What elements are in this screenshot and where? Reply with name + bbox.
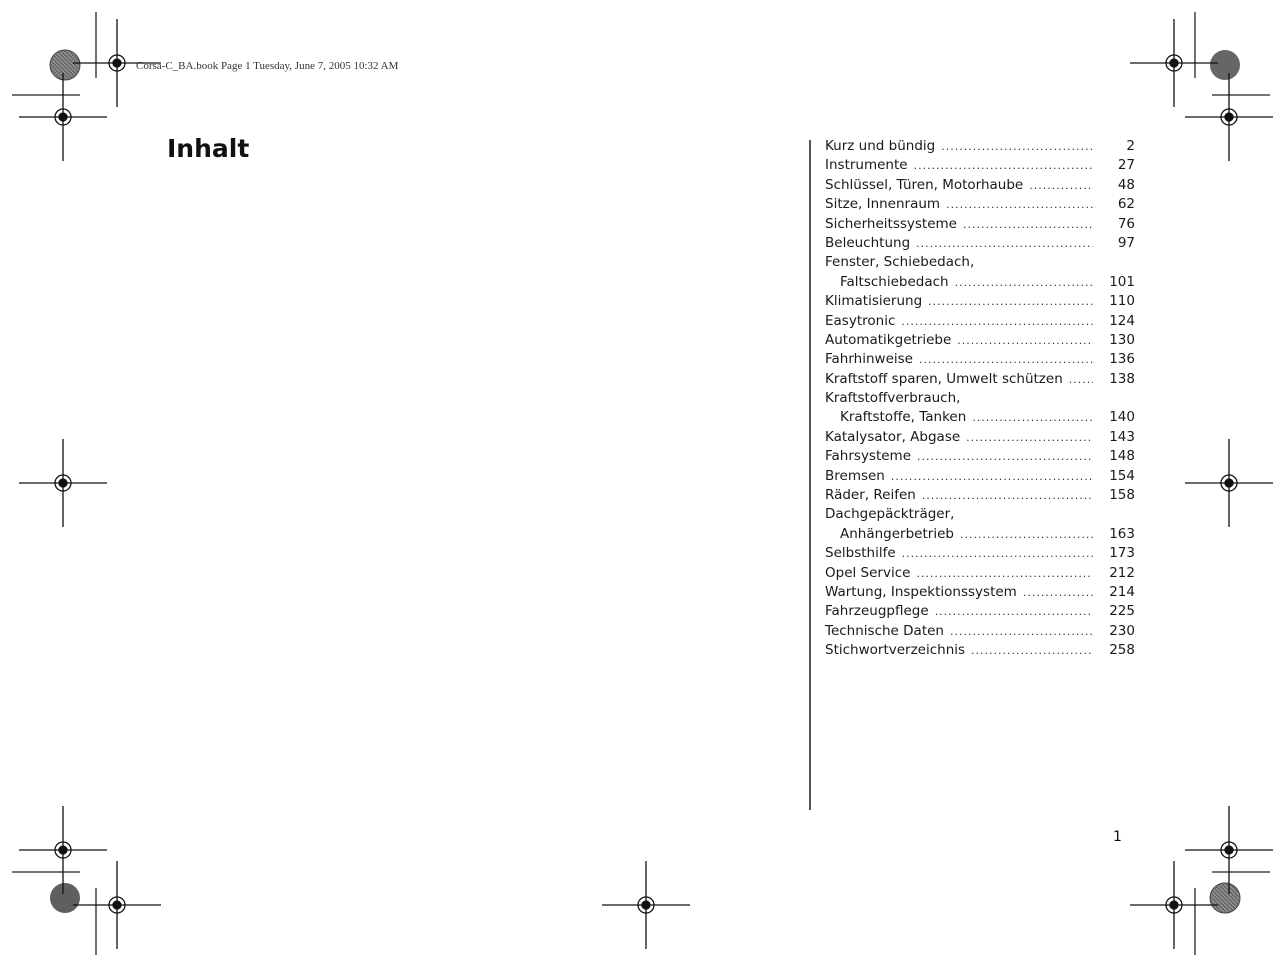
- dot-leader: [957, 331, 1093, 350]
- toc-entry-page: 230: [1109, 622, 1135, 639]
- dot-leader: [891, 467, 1093, 486]
- crosshair-bottom-right: [1130, 861, 1218, 949]
- toc-entry-page: 140: [1109, 409, 1135, 426]
- toc-entry[interactable]: [825, 428, 1135, 447]
- toc-entry-title: Wartung, Inspektionssystem: [825, 583, 1017, 600]
- toc-entry[interactable]: [825, 195, 1135, 214]
- toc-entry[interactable]: [825, 331, 1135, 350]
- toc-entry-title: Fahrzeugpflege: [825, 603, 929, 620]
- crosshair-left-upper: [19, 73, 107, 161]
- toc-entry-page: 110: [1109, 293, 1135, 310]
- color-wheel-bottom-right: [1210, 883, 1240, 913]
- toc-entry-title: Bremsen: [825, 467, 885, 484]
- table-of-contents: [825, 137, 1135, 661]
- dot-leader: [950, 622, 1093, 641]
- toc-entry-title: Kurz und bündig: [825, 138, 936, 154]
- toc-entry[interactable]: [825, 583, 1135, 602]
- toc-entry-page: 124: [1109, 312, 1135, 329]
- toc-entry-title: Opel Service: [825, 564, 911, 581]
- toc-entry[interactable]: [825, 602, 1135, 621]
- print-slug: Corsa-C_BA.book Page 1 Tuesday, June 7, 2005 10:32 AM: [136, 60, 399, 72]
- toc-entry[interactable]: [825, 350, 1135, 369]
- toc-entry[interactable]: [825, 370, 1135, 389]
- crosshair-top-right: [1130, 19, 1218, 107]
- toc-entry-title: Fahrhinweise: [825, 351, 913, 368]
- toc-entry[interactable]: [825, 622, 1135, 641]
- dot-leader: [916, 564, 1093, 583]
- toc-entry-title: Instrumente: [825, 157, 908, 174]
- toc-entry-page: 143: [1109, 428, 1135, 445]
- color-wheel-bottom-left: [50, 883, 80, 913]
- dot-leader: [960, 525, 1093, 544]
- dot-leader: [946, 195, 1093, 214]
- toc-entry-title: Kraftstoff sparen, Umwelt schützen: [825, 370, 1063, 387]
- dot-leader: [1029, 176, 1093, 195]
- toc-entry[interactable]: [825, 544, 1135, 563]
- dot-leader: [914, 156, 1093, 175]
- toc-entry-title: Kraftstoffverbrauch,: [825, 390, 961, 407]
- toc-entry-title: Sitze, Innenraum: [825, 196, 941, 213]
- toc-entry-page: 97: [1117, 234, 1135, 251]
- toc-entry-title: Anhängerbetrieb: [840, 525, 954, 542]
- dot-leader: [1069, 370, 1093, 389]
- toc-entry[interactable]: [825, 312, 1135, 331]
- dot-leader: [928, 292, 1093, 311]
- dot-leader: [916, 234, 1093, 253]
- toc-entry-page: 258: [1109, 642, 1135, 659]
- toc-entry-page: 214: [1109, 583, 1135, 600]
- crosshair-bottom-center: [602, 861, 690, 949]
- dot-leader: [922, 486, 1093, 505]
- toc-entry[interactable]: [825, 176, 1135, 195]
- toc-entry-page: 48: [1117, 176, 1135, 193]
- toc-entry-title: Räder, Reifen: [825, 487, 916, 504]
- toc-entry[interactable]: [825, 564, 1135, 583]
- toc-entry-title: Fahrsysteme: [825, 448, 912, 465]
- toc-entry-title: Stichwortverzeichnis: [825, 642, 966, 659]
- toc-entry-page: 225: [1109, 603, 1135, 620]
- dot-leader: [935, 602, 1093, 621]
- crosshair-right-lower: [1185, 806, 1273, 894]
- toc-entry[interactable]: [825, 486, 1135, 505]
- color-wheel-top-left: [50, 50, 80, 80]
- crosshair-left-middle: [19, 439, 107, 527]
- toc-entry-page: 154: [1109, 467, 1135, 484]
- dot-leader: [971, 641, 1093, 660]
- toc-entry-page: 2: [1126, 138, 1135, 154]
- toc-entry-title: Technische Daten: [825, 622, 944, 639]
- toc-entry-page: 62: [1117, 196, 1135, 213]
- toc-entry-page: 212: [1109, 564, 1135, 581]
- toc-entry[interactable]: [825, 641, 1135, 660]
- toc-entry-page: 148: [1109, 448, 1135, 465]
- dot-leader: [901, 312, 1093, 331]
- toc-entry-title: Klimatisierung: [825, 293, 923, 310]
- toc-entry-title: Easytronic: [825, 312, 896, 329]
- toc-entry-page: 76: [1117, 215, 1135, 232]
- toc-entry-title: Fenster, Schiebedach,: [825, 254, 975, 271]
- dot-leader: [902, 544, 1093, 563]
- toc-entry[interactable]: [825, 234, 1135, 253]
- toc-entry-title: Dachgepäckträger,: [825, 506, 955, 523]
- dot-leader: [966, 428, 1093, 447]
- toc-entry[interactable]: [825, 505, 1135, 544]
- toc-entry-page: 163: [1109, 525, 1135, 542]
- toc-entry-page: 138: [1109, 370, 1135, 387]
- crosshair-bottom-left: [73, 861, 161, 949]
- toc-entry[interactable]: [825, 447, 1135, 466]
- crosshair-right-middle: [1185, 439, 1273, 527]
- toc-entry-title: Automatikgetriebe: [825, 331, 952, 348]
- page-number: 1: [1113, 829, 1122, 845]
- dot-leader: [955, 273, 1093, 292]
- dot-leader: [941, 137, 1093, 156]
- toc-entry[interactable]: [825, 137, 1135, 156]
- column-divider: [809, 140, 811, 810]
- dot-leader: [972, 408, 1093, 427]
- toc-entry-page: 101: [1109, 273, 1135, 290]
- toc-entry-page: 173: [1109, 545, 1135, 562]
- toc-entry-title: Beleuchtung: [825, 234, 911, 251]
- toc-entry-page: 130: [1109, 331, 1135, 348]
- dot-leader: [963, 215, 1093, 234]
- toc-entry[interactable]: [825, 467, 1135, 486]
- toc-entry-title: Kraftstoffe, Tanken: [840, 409, 967, 426]
- toc-entry[interactable]: [825, 389, 1135, 428]
- dot-leader: [919, 350, 1093, 369]
- crosshair-right-upper: [1185, 73, 1273, 161]
- color-wheel-top-right: [1210, 50, 1240, 80]
- toc-entry[interactable]: [825, 253, 1135, 292]
- toc-entry-title: Katalysator, Abgase: [825, 428, 961, 445]
- dot-leader: [1023, 583, 1093, 602]
- page-title: Inhalt: [167, 134, 250, 163]
- toc-entry[interactable]: [825, 215, 1135, 234]
- toc-entry[interactable]: [825, 292, 1135, 311]
- toc-entry-title: Schlüssel, Türen, Motorhaube: [825, 176, 1024, 193]
- toc-entry-page: 27: [1117, 157, 1135, 174]
- dot-leader: [917, 447, 1093, 466]
- toc-entry-page: 158: [1109, 487, 1135, 504]
- toc-entry[interactable]: [825, 156, 1135, 175]
- toc-entry-title: Selbsthilfe: [825, 545, 896, 562]
- toc-entry-title: Faltschiebedach: [840, 273, 949, 290]
- toc-entry-page: 136: [1109, 351, 1135, 368]
- crosshair-left-lower: [19, 806, 107, 894]
- toc-entry-title: Sicherheitssysteme: [825, 215, 957, 232]
